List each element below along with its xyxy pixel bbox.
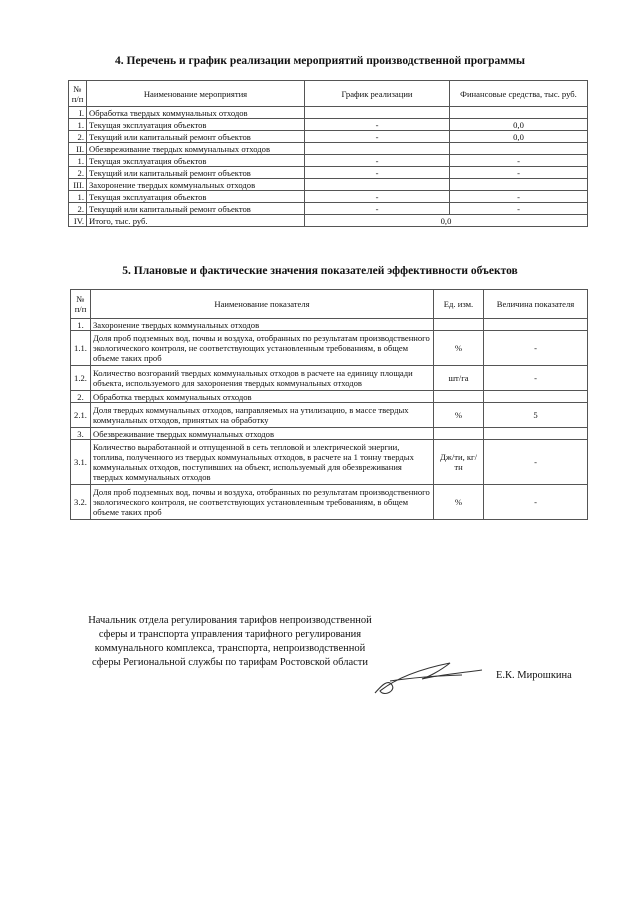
row-name: Захоронение твердых коммунальных отходов	[87, 179, 305, 191]
row-num: 3.1.	[71, 440, 91, 485]
table-row	[71, 485, 588, 520]
row-schedule: -	[305, 167, 450, 179]
row-name: Доля проб подземных вод, почвы и воздуха, отобранных по результатам производственного экологического контроля, не соответствующих установленным требованиям, в общем объеме таких проб	[91, 485, 434, 520]
program-table-body	[69, 107, 588, 227]
table-row	[69, 203, 588, 215]
row-name: Обезвреживание твердых коммунальных отходов	[87, 143, 305, 155]
row-schedule: -	[305, 155, 450, 167]
program-table	[68, 80, 588, 227]
row-name: Текущая эксплуатация объектов	[87, 155, 305, 167]
row-finance: -	[450, 155, 588, 167]
table-row	[71, 331, 588, 366]
row-schedule	[305, 107, 450, 119]
signer-name: Е.К. Мирошкина	[496, 670, 572, 681]
row-finance: 0,0	[450, 131, 588, 143]
indicators-table-header	[71, 290, 588, 319]
signer-position: Начальник отдела регулирования тарифов непроизводственной сферы и транспорта управления тарифного регулирования коммунального комплекса, транспорта, непроизводственной сферы Региональной службы по тарифам Ростовской области	[88, 615, 372, 668]
row-value	[484, 428, 588, 440]
table-row	[71, 366, 588, 391]
row-value: -	[484, 331, 588, 366]
row-num: 1.	[69, 155, 87, 167]
row-unit: %	[434, 331, 484, 366]
row-unit: шт/га	[434, 366, 484, 391]
row-num: 1.	[69, 119, 87, 131]
row-schedule: -	[305, 203, 450, 215]
row-unit: %	[434, 403, 484, 428]
row-num: 3.2.	[71, 485, 91, 520]
row-value	[484, 319, 588, 331]
row-value: -	[484, 485, 588, 520]
header-num: № п/п	[69, 81, 87, 107]
row-finance: 0,0	[450, 119, 588, 131]
header-indicator: Наименование показателя	[91, 290, 434, 319]
row-unit	[434, 391, 484, 403]
header-unit: Ед. изм.	[434, 290, 484, 319]
indicators-table-body	[71, 319, 588, 520]
row-num: 1.2.	[71, 366, 91, 391]
total-label: Итого, тыс. руб.	[87, 215, 305, 227]
row-value: -	[484, 440, 588, 485]
section5-title: 5. Плановые и фактические значения показателей эффективности объектов	[122, 265, 518, 277]
row-schedule	[305, 143, 450, 155]
table-row	[69, 155, 588, 167]
row-finance: -	[450, 167, 588, 179]
row-num: 2.	[69, 203, 87, 215]
row-num: 2.	[71, 391, 91, 403]
row-num: 2.	[69, 167, 87, 179]
row-name: Обработка твердых коммунальных отходов	[87, 107, 305, 119]
row-num: 3.	[71, 428, 91, 440]
row-name: Текущая эксплуатация объектов	[87, 119, 305, 131]
row-name: Доля твердых коммунальных отходов, направляемых на утилизацию, в массе твердых коммунальных отходов, принятых на обработку	[91, 403, 434, 428]
row-name: Обработка твердых коммунальных отходов	[91, 391, 434, 403]
row-value: 5	[484, 403, 588, 428]
section4-title: 4. Перечень и график реализации мероприятий производственной программы	[115, 55, 525, 67]
header-value: Величина показателя	[484, 290, 588, 319]
row-name: Текущая эксплуатация объектов	[87, 191, 305, 203]
row-num: II.	[69, 143, 87, 155]
header-measure: Наименование мероприятия	[87, 81, 305, 107]
header-num: № п/п	[71, 290, 91, 319]
row-finance	[450, 107, 588, 119]
row-num: 2.1.	[71, 403, 91, 428]
row-finance	[450, 143, 588, 155]
table-row	[69, 143, 588, 155]
table-row	[69, 131, 588, 143]
row-unit: Дж/ти, кг/тн	[434, 440, 484, 485]
row-unit	[434, 319, 484, 331]
row-schedule	[305, 179, 450, 191]
row-finance: -	[450, 191, 588, 203]
total-value: 0,0	[305, 215, 588, 227]
table-row	[71, 403, 588, 428]
program-table-header	[69, 81, 588, 107]
table-row	[71, 428, 588, 440]
row-name: Текущий или капитальный ремонт объектов	[87, 131, 305, 143]
table-row	[69, 107, 588, 119]
row-finance: -	[450, 203, 588, 215]
row-name: Обезвреживание твердых коммунальных отходов	[91, 428, 434, 440]
header-finance: Финансовые средства, тыс. руб.	[450, 81, 588, 107]
row-value: -	[484, 366, 588, 391]
row-num: 1.1.	[71, 331, 91, 366]
row-unit: %	[434, 485, 484, 520]
table-row	[69, 119, 588, 131]
total-row	[69, 215, 588, 227]
table-row	[69, 167, 588, 179]
row-name: Количество возгораний твердых коммунальных отходов в расчете на единицу площади объекта, используемого для захоронения твердых коммунальных отходов	[91, 366, 434, 391]
table-row	[69, 179, 588, 191]
row-unit	[434, 428, 484, 440]
total-num: IV.	[69, 215, 87, 227]
row-num: III.	[69, 179, 87, 191]
row-schedule: -	[305, 131, 450, 143]
row-name: Количество выработанной и отпущенной в сеть тепловой и электрической энергии, топлива, полученного из твердых коммунальных отходов, в расчете на 1 тонну твердых коммунальных отходов, поступивших на объект, используемый для обезвреживания твердых коммунальных отходов	[91, 440, 434, 485]
row-num: 1.	[71, 319, 91, 331]
row-num: I.	[69, 107, 87, 119]
header-schedule: График реализации	[305, 81, 450, 107]
row-finance	[450, 179, 588, 191]
table-row	[69, 191, 588, 203]
row-name: Доля проб подземных вод, почвы и воздуха, отобранных по результатам производственного экологического контроля, не соответствующих установленным требованиям, в общем объеме таких проб	[91, 331, 434, 366]
table-row	[71, 391, 588, 403]
row-name: Захоронение твердых коммунальных отходов	[91, 319, 434, 331]
row-name: Текущий или капитальный ремонт объектов	[87, 167, 305, 179]
indicators-table	[70, 289, 588, 520]
table-row	[71, 319, 588, 331]
row-schedule: -	[305, 191, 450, 203]
row-num: 2.	[69, 131, 87, 143]
row-name: Текущий или капитальный ремонт объектов	[87, 203, 305, 215]
row-num: 1.	[69, 191, 87, 203]
table-row	[71, 440, 588, 485]
signature-image	[370, 645, 490, 705]
row-value	[484, 391, 588, 403]
row-schedule: -	[305, 119, 450, 131]
